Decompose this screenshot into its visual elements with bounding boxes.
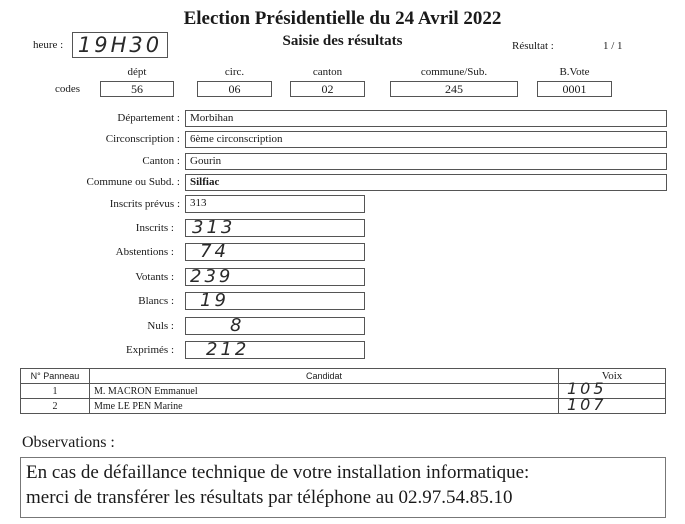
col-header-voix: Voix	[559, 369, 666, 384]
abstentions-label: Abstentions :	[115, 246, 174, 258]
heure-field[interactable]: 19H30	[72, 32, 168, 58]
nuls-value: 8	[230, 315, 245, 336]
code-commune-field[interactable]: 245	[390, 81, 518, 97]
abstentions-field[interactable]	[185, 243, 365, 261]
exprimes-label: Exprimés :	[126, 344, 174, 356]
code-bvote-field[interactable]: 0001	[537, 81, 612, 97]
row-voix-cell[interactable]	[559, 395, 666, 414]
departement-field[interactable]: Morbihan	[185, 110, 667, 127]
exprimes-value: 212	[206, 339, 250, 360]
row-voix: 107	[567, 395, 607, 414]
candidates-table	[20, 368, 666, 414]
heure-label: heure :	[33, 39, 64, 51]
nuls-label: Nuls :	[147, 320, 174, 332]
nuls-field[interactable]	[185, 317, 365, 335]
table-row	[21, 399, 666, 414]
form-title: Election Présidentielle du 24 Avril 2022	[183, 8, 502, 29]
resultat-value: 1 / 1	[603, 40, 623, 52]
code-circ-label: circ.	[224, 66, 245, 78]
commune-field[interactable]: Silfiac	[185, 174, 667, 191]
codes-label: codes	[55, 83, 81, 95]
inscrits-value: 313	[192, 217, 236, 238]
code-canton-field[interactable]: 02	[290, 81, 365, 97]
canton-label: Canton :	[142, 155, 180, 167]
observations-line-1: En cas de défaillance technique de votre installation informatique:	[26, 462, 530, 483]
code-commune-label: commune/Sub.	[420, 66, 488, 78]
code-dept-label: dépt	[127, 66, 147, 78]
inscrits-field[interactable]	[185, 219, 365, 237]
observations-label: Observations :	[22, 434, 115, 451]
code-canton-label: canton	[312, 66, 343, 78]
row-candidat: Mme LE PEN Marine	[90, 399, 559, 414]
row-panneau: 1	[21, 384, 90, 399]
canton-field[interactable]: Gourin	[185, 153, 667, 170]
votants-value: 239	[190, 266, 234, 287]
row-panneau: 2	[21, 399, 90, 414]
code-dept-field[interactable]: 56	[100, 81, 174, 97]
code-bvote-label: B.Vote	[559, 66, 590, 78]
row-voix: 105	[567, 379, 607, 398]
inscrits-prevus-field[interactable]: 313	[185, 195, 365, 213]
circonscription-field[interactable]: 6ème circonscription	[185, 131, 667, 148]
inscrits-label: Inscrits :	[135, 222, 174, 234]
observations-line-2: merci de transférer les résultats par téléphone au 02.97.54.85.10	[26, 487, 513, 508]
blancs-field[interactable]	[185, 292, 365, 310]
blancs-label: Blancs :	[138, 295, 174, 307]
row-candidat: M. MACRON Emmanuel	[90, 384, 559, 399]
abstentions-value: 74	[200, 241, 229, 262]
blancs-value: 19	[200, 290, 229, 311]
col-header-panneau: N° Panneau	[21, 369, 90, 384]
departement-label: Département :	[117, 112, 180, 124]
votants-label: Votants :	[135, 271, 174, 283]
inscrits-prevus-label: Inscrits prévus :	[109, 198, 180, 210]
votants-field[interactable]	[185, 268, 365, 286]
commune-label: Commune ou Subd. :	[86, 176, 180, 188]
code-circ-field[interactable]: 06	[197, 81, 272, 97]
circonscription-label: Circonscription :	[105, 133, 180, 145]
observations-box	[20, 457, 666, 518]
col-header-candidat: Candidat	[90, 369, 559, 384]
resultat-label: Résultat :	[512, 40, 554, 52]
form-subtitle: Saisie des résultats	[282, 33, 403, 49]
exprimes-field[interactable]	[185, 341, 365, 359]
